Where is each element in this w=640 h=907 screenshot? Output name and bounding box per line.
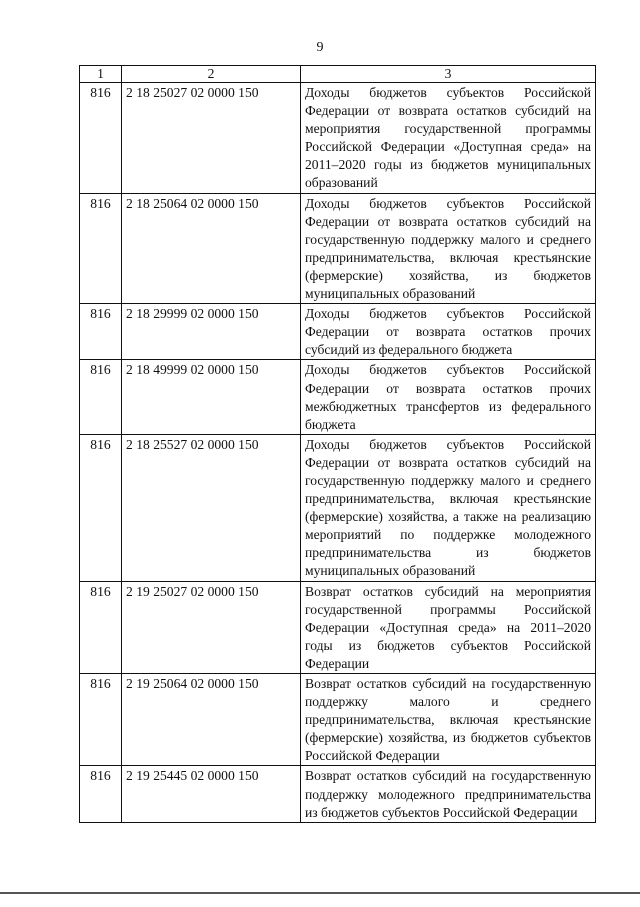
kbk-code-cell: 2 18 25527 02 0000 150 xyxy=(122,434,301,581)
kbk-code-cell: 2 18 25064 02 0000 150 xyxy=(122,193,301,304)
description-cell: Возврат остатков субсидий на государственную поддержку малого и среднего предпринимательства, включая крестьянские (фермерские) хозяйства, из бюджетов субъектов Российской Федерации xyxy=(301,674,596,766)
kbk-code-cell: 2 19 25064 02 0000 150 xyxy=(122,674,301,766)
description-cell: Доходы бюджетов субъектов Российской Федерации от возврата остатков субсидий на государственную поддержку малого и среднего предпринимательства, включая крестьянские (фермерские) хозяйства, из бюджетов муниципальных образований xyxy=(301,193,596,304)
table-row xyxy=(80,434,596,581)
description-cell: Доходы бюджетов субъектов Российской Федерации от возврата остатков субсидий на государственную поддержку малого и среднего предпринимательства, включая крестьянские (фермерские) хозяйства, а также на реализацию мероприятий по поддержке молодежного предпринимательства из бюджетов муниципальных образований xyxy=(301,434,596,581)
admin-code-cell: 816 xyxy=(80,193,122,304)
column-header-3: 3 xyxy=(301,66,596,83)
description-cell: Доходы бюджетов субъектов Российской Федерации от возврата остатков прочих межбюджетных трансфертов из федерального бюджета xyxy=(301,360,596,434)
admin-code-cell: 816 xyxy=(80,360,122,434)
admin-code-cell: 816 xyxy=(80,83,122,194)
table-row xyxy=(80,674,596,766)
description-cell: Доходы бюджетов субъектов Российской Федерации от возврата остатков прочих субсидий из федерального бюджета xyxy=(301,304,596,360)
admin-code-cell: 816 xyxy=(80,674,122,766)
kbk-code-cell: 2 18 29999 02 0000 150 xyxy=(122,304,301,360)
table-row xyxy=(80,304,596,360)
budget-revenue-table xyxy=(79,65,596,823)
kbk-code-cell: 2 19 25445 02 0000 150 xyxy=(122,766,301,822)
table-row xyxy=(80,83,596,194)
description-cell: Возврат остатков субсидий на государственную поддержку молодежного предпринимательства из бюджетов субъектов Российской Федерации xyxy=(301,766,596,822)
table-header-row xyxy=(80,66,596,83)
admin-code-cell: 816 xyxy=(80,581,122,673)
column-header-1: 1 xyxy=(80,66,122,83)
admin-code-cell: 816 xyxy=(80,304,122,360)
kbk-code-cell: 2 18 49999 02 0000 150 xyxy=(122,360,301,434)
table-row xyxy=(80,360,596,434)
admin-code-cell: 816 xyxy=(80,434,122,581)
description-cell: Возврат остатков субсидий на мероприятия государственной программы Российской Федерации «Доступная среда» на 2011–2020 годы из бюджетов субъектов Российской Федерации xyxy=(301,581,596,673)
kbk-code-cell: 2 19 25027 02 0000 150 xyxy=(122,581,301,673)
admin-code-cell: 816 xyxy=(80,766,122,822)
description-cell: Доходы бюджетов субъектов Российской Федерации от возврата остатков субсидий на мероприятия государственной программы Российской Федерации «Доступная среда» на 2011–2020 годы из бюджетов муниципальных образований xyxy=(301,83,596,194)
page-number: 9 xyxy=(316,40,324,55)
kbk-code-cell: 2 18 25027 02 0000 150 xyxy=(122,83,301,194)
table-row xyxy=(80,766,596,822)
table-row xyxy=(80,193,596,304)
table-row xyxy=(80,581,596,673)
column-header-2: 2 xyxy=(122,66,301,83)
